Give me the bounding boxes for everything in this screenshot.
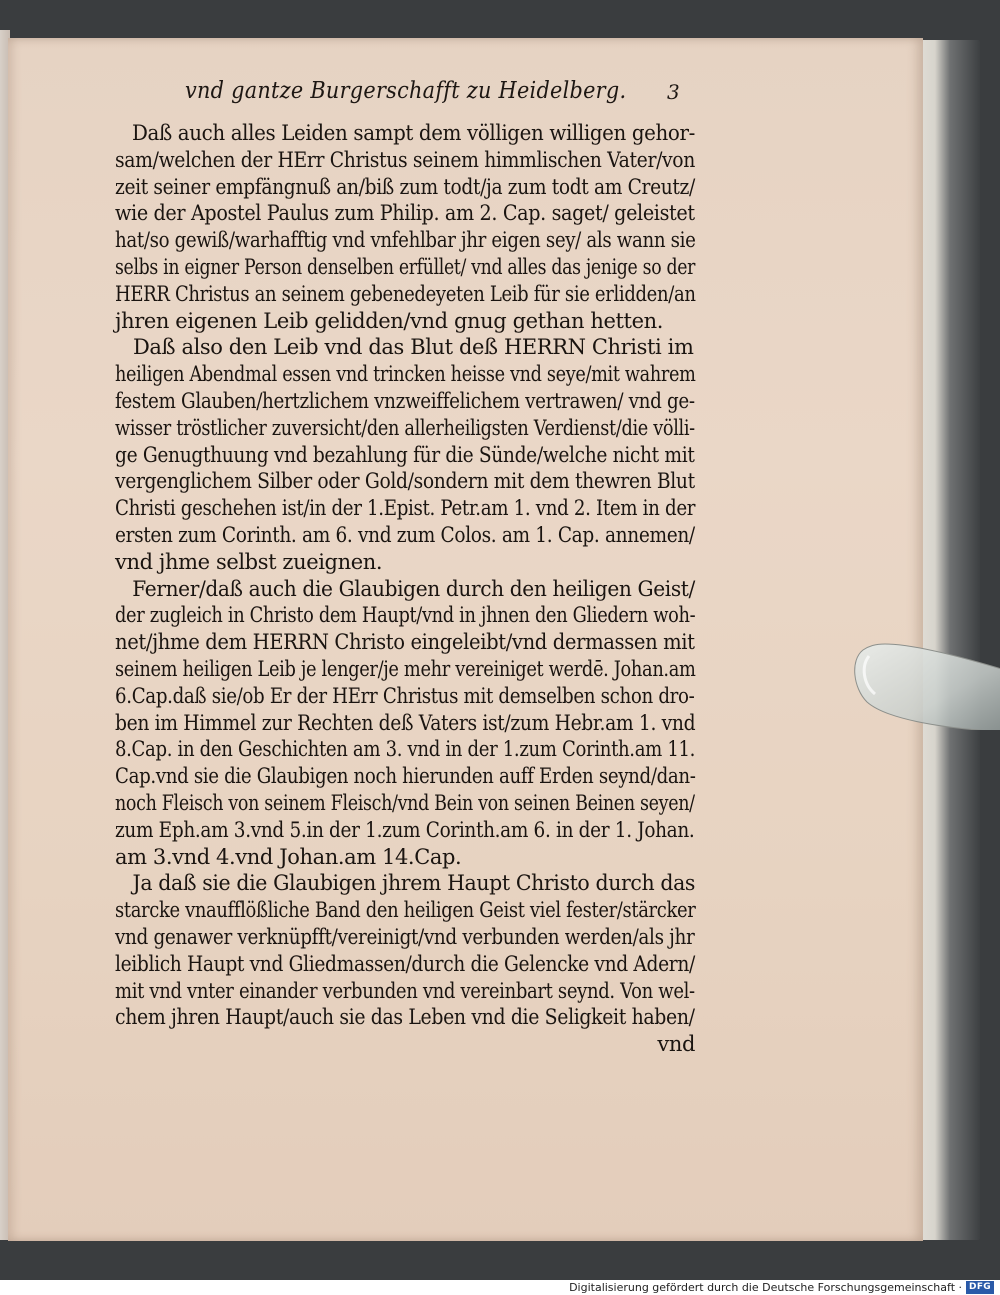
text-line: net/jhme dem HERRN Christo eingeleibt/vnd dermassen mit xyxy=(115,630,695,655)
text-line: HERR Christus an seinem gebenedeyeten Leib für sie erlidden/an xyxy=(115,281,696,306)
page-text-block xyxy=(115,120,695,1058)
text-line: Daß also den Leib vnd das Blut deß HERRN Christi im xyxy=(133,335,694,360)
text-line: noch Fleisch von seinem Fleisch/vnd Bein von seinen Beinen seyen/ xyxy=(115,790,695,815)
text-line: seinem heiligen Leib je lenger/je mehr vereiniget werdē. Johan.am xyxy=(115,656,696,681)
text-line: selbs in eigner Person denselben erfüllet/ vnd alles das jenige so der xyxy=(115,254,696,279)
text-line: wie der Apostel Paulus zum Philip. am 2. Cap. saget/ geleistet xyxy=(115,201,695,226)
text-line: festem Glauben/hertzlichem vnzweiffelichem vertrawen/ vnd ge- xyxy=(115,388,695,413)
text-line: 8.Cap. in den Geschichten am 3. vnd in der 1.zum Corinth.am 11. xyxy=(115,737,696,762)
text-line: heiligen Abendmal essen vnd trincken heisse vnd seye/mit wahrem xyxy=(115,362,696,387)
text-line: vergenglichem Silber oder Gold/sondern mit dem thewren Blut xyxy=(115,469,695,494)
text-line: ben im Himmel zur Rechten deß Vaters ist/zum Hebr.am 1. vnd xyxy=(115,710,696,735)
text-line: vnd genawer verknüpfft/vereinigt/vnd verbunden werden/als jhr xyxy=(115,924,695,949)
text-line: ge Genugthuung vnd bezahlung für die Sünde/welche nicht mit xyxy=(115,442,695,467)
text-line: zeit seiner empfängnuß an/biß zum todt/ja zum todt am Creutz/ xyxy=(115,174,695,199)
text-line: ersten zum Corinth. am 6. vnd zum Colos. am 1. Cap. annemen/ xyxy=(115,522,695,547)
text-line: Daß auch alles Leiden sampt dem völligen willigen gehor- xyxy=(132,121,695,145)
text-line: starcke vnaufflößliche Band den heiligen Geist viel fester/stärcker xyxy=(115,898,696,923)
text-line: sam/welchen der HErr Christus seinem himmlischen Vater/von xyxy=(115,147,696,172)
text-line: Christi geschehen ist/in der 1.Epist. Petr.am 1. vnd 2. Item in der xyxy=(115,496,696,521)
dfg-logo: DFG xyxy=(966,1281,994,1294)
text-line: der zugleich in Christo dem Haupt/vnd in jhnen den Gliedern woh- xyxy=(115,603,696,628)
text-line: mit vnd vnter einander verbunden vnd vereinbart seynd. Von wel- xyxy=(115,978,695,1003)
text-line: zum Eph.am 3.vnd 5.in der 1.zum Corinth.am 6. in der 1. Johan. xyxy=(115,817,695,842)
text-line: jhren eigenen Leib gelidden/vnd gnug gethan hetten. xyxy=(115,308,664,333)
text-line: Ferner/daß auch die Glaubigen durch den heiligen Geist/ xyxy=(132,576,695,601)
text-line: wisser tröstlicher zuversicht/den allerheiligsten Verdienst/die völli- xyxy=(115,415,695,440)
text-line: Cap.vnd sie die Glaubigen noch hierunden auff Erden seynd/dan- xyxy=(115,764,696,789)
text-line: vnd jhme selbst zueignen. xyxy=(115,549,383,574)
text-line: am 3.vnd 4.vnd Johan.am 14.Cap. xyxy=(115,844,462,869)
glass-weight-slip xyxy=(845,640,1000,730)
text-line: Ja daß sie die Glaubigen jhrem Haupt Christo durch das xyxy=(132,871,696,896)
footer-bar xyxy=(0,1280,1000,1295)
text-line: vnd xyxy=(657,1032,695,1057)
text-line: 6.Cap.daß sie/ob Er der HErr Christus mit demselben schon dro- xyxy=(115,683,695,708)
text-line: leiblich Haupt vnd Gliedmassen/durch die Gelencke vnd Adern/ xyxy=(115,951,695,976)
text-line: hat/so gewiß/warhafftig vnd vnfehlbar jhr eigen sey/ als wann sie xyxy=(115,228,696,253)
folio-number: 3 xyxy=(667,80,680,104)
running-header: vnd gantze Burgerschafft zu Heidelberg. xyxy=(185,78,627,104)
text-line: chem jhren Haupt/auch sie das Leben vnd die Seligkeit haben/ xyxy=(115,1005,695,1030)
funding-credit: Digitalisierung gefördert durch die Deutsche Forschungsgemeinschaft · xyxy=(569,1281,962,1294)
